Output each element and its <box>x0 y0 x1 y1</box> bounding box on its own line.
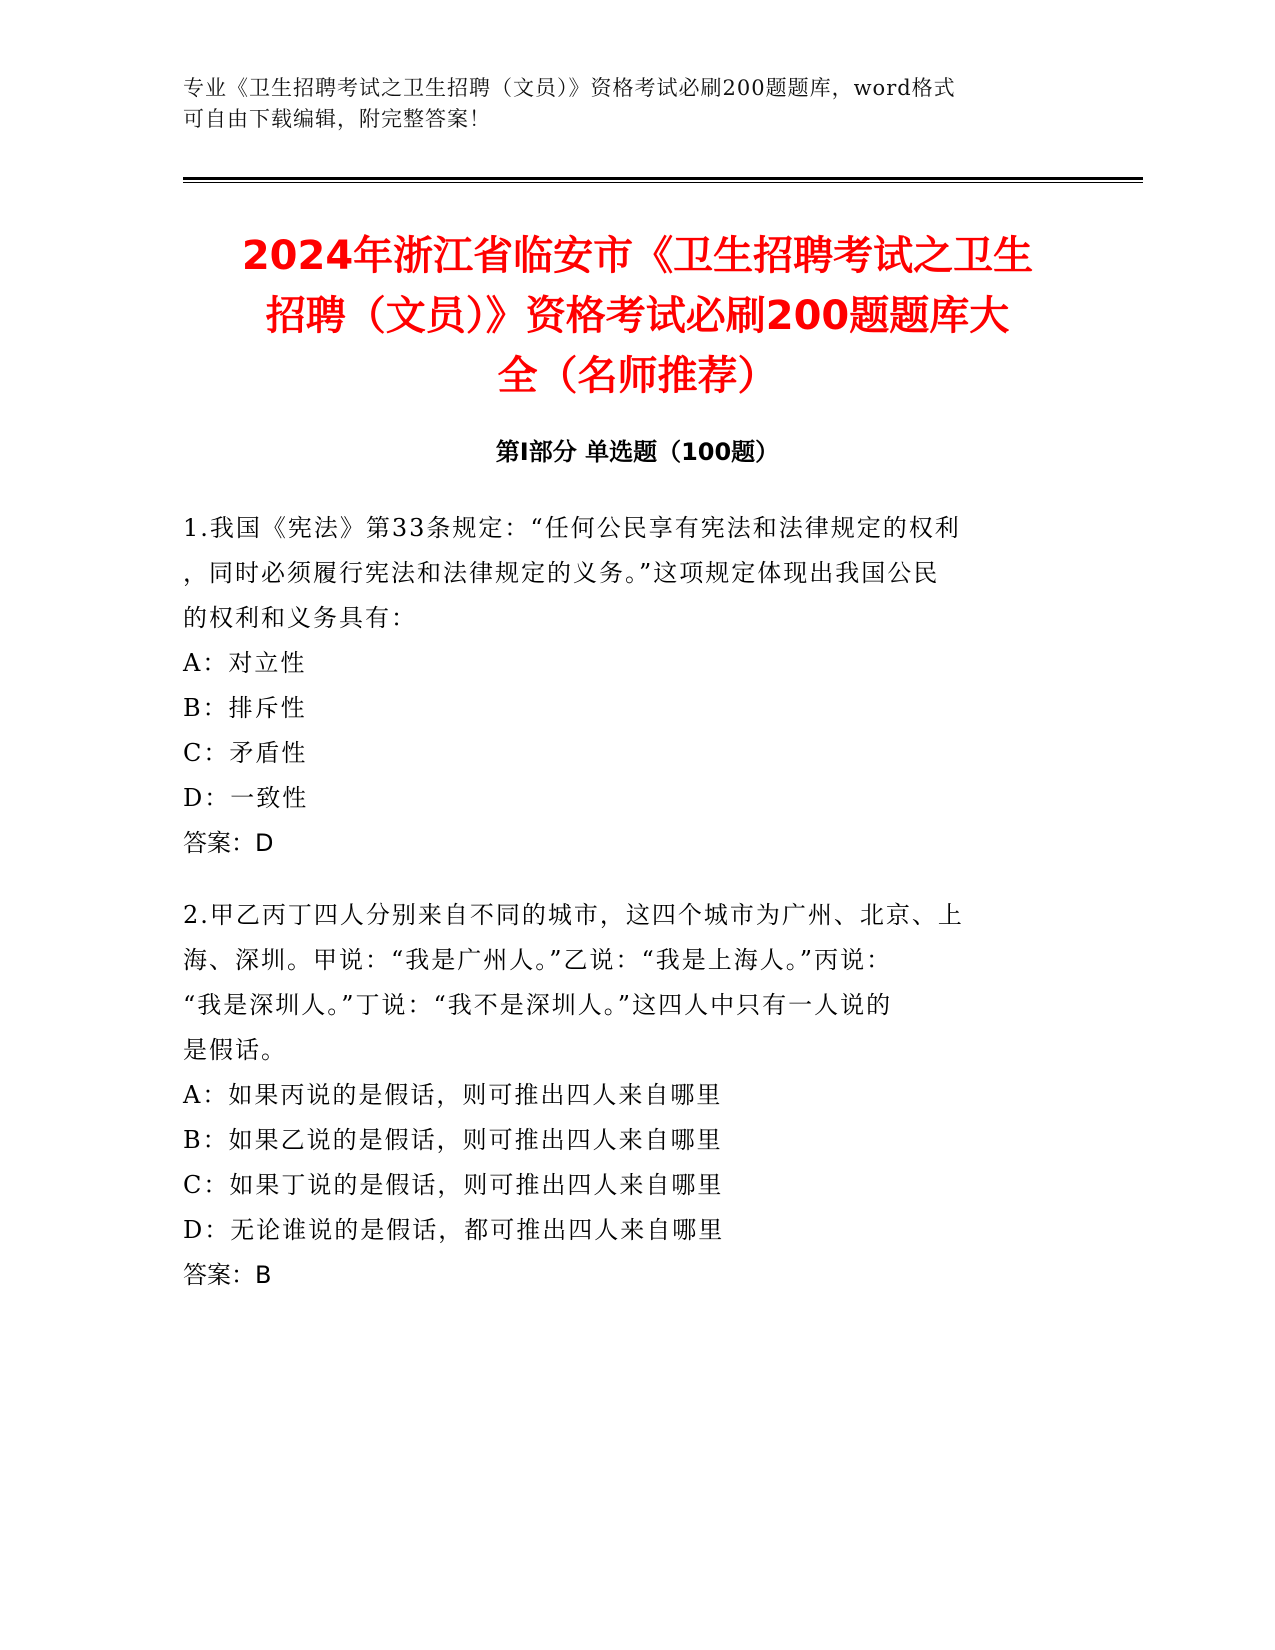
question-stem-line: “我是深圳人。”丁说：“我不是深圳人。”这四人中只有一人说的 <box>183 991 893 1019</box>
answer-line: 答案：B <box>183 1261 272 1289</box>
option-b: B：如果乙说的是假话，则可推出四人来自哪里 <box>183 1126 723 1154</box>
question-stem-line: 的权利和义务具有： <box>183 604 417 632</box>
question-stem-line: 2.甲乙丙丁四人分别来自不同的城市，这四个城市为广州、北京、上 <box>183 901 964 929</box>
question-2 <box>183 893 1063 1298</box>
option-c: C：矛盾性 <box>183 739 308 767</box>
option-a: A：如果丙说的是假话，则可推出四人来自哪里 <box>183 1081 723 1109</box>
document-title-line-2: 招聘（文员）》资格考试必刷200题题库大 <box>265 293 1010 339</box>
document-title-line-1: 2024年浙江省临安市《卫生招聘考试之卫生 <box>241 233 1034 279</box>
option-a: A：对立性 <box>183 649 307 677</box>
header-note <box>183 73 1063 135</box>
question-stem-line: 1.我国《宪法》第33条规定：“任何公民享有宪法和法律规定的权利 <box>183 514 961 542</box>
header-divider-thick <box>183 177 1143 180</box>
document-title-line-3: 全（名师推荐） <box>497 353 778 399</box>
option-c: C：如果丁说的是假话，则可推出四人来自哪里 <box>183 1171 724 1199</box>
option-b: B：排斥性 <box>183 694 307 722</box>
header-note-line-2: 可自由下载编辑，附完整答案！ <box>183 107 491 131</box>
option-d: D：一致性 <box>183 784 309 812</box>
question-stem-line: 海、深圳。甲说：“我是广州人。”乙说：“我是上海人。”丙说： <box>183 946 893 974</box>
question-stem-line: ，同时必须履行宪法和法律规定的义务。”这项规定体现出我国公民 <box>183 559 940 587</box>
question-stem-line: 是假话。 <box>183 1036 287 1064</box>
section-heading: 第Ⅰ部分 单选题（100题） <box>495 438 780 466</box>
question-1 <box>183 506 1063 866</box>
option-d: D：无论谁说的是假话，都可推出四人来自哪里 <box>183 1216 725 1244</box>
document-title <box>150 226 1125 406</box>
header-divider-thin <box>183 182 1143 183</box>
answer-line: 答案：D <box>183 829 274 857</box>
header-note-line-1: 专业《卫生招聘考试之卫生招聘（文员）》资格考试必刷200题题库，word格式 <box>183 76 956 100</box>
